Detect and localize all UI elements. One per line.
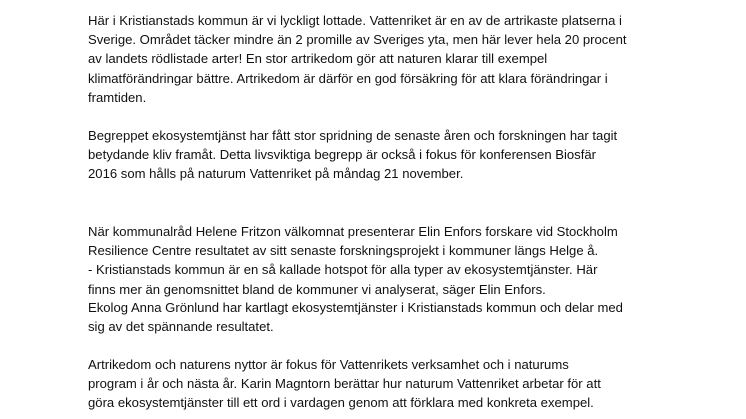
text-line: Sverige. Området täcker mindre än 2 promille av Sveriges yta, men här lever hela 20 procent [88, 32, 627, 48]
text-line: Begreppet ekosystemtjänst har fått stor spridning de senaste åren och forskningen har tagit [88, 128, 618, 143]
text-line: 2016 som hålls på naturum Vattenriket på måndag 21 november. [88, 166, 464, 182]
paragraph-naturum-program [88, 355, 688, 413]
paragraph-ecologist [88, 298, 688, 336]
text-line: klimatförändringar bättre. Artrikedom är därför en god försäkring för att klara förändringar i [88, 70, 608, 86]
paragraph-ecosystem-services [88, 126, 688, 184]
text-line: finns mer än genomsnittet bland de kommuner vi analyserat, säger Elin Enfors. [88, 281, 546, 297]
text-line: betydande kliv framåt. Detta livsviktiga begrepp är också i fokus för konferensen Biosfär [88, 147, 596, 163]
text-line: Resilience Centre resultatet av sitt senaste forskningsprojekt i kommuner längs Helge å. [88, 243, 599, 259]
paragraph-speakers [88, 222, 688, 299]
text-line: av landets rödlistade arter! En stor artrikedom gör att naturen klarar till exempel [88, 51, 548, 67]
text-line: program i år och nästa år. Karin Magntorn berättar hur naturum Vattenriket arbetar för att [88, 376, 601, 392]
text-line: När kommunalråd Helene Fritzon välkomnat presenterar Elin Enfors forskare vid Stockholm [88, 224, 618, 239]
paragraph-intro [88, 11, 688, 107]
text-line: framtiden. [88, 89, 147, 105]
text-line: Ekolog Anna Grönlund har kartlagt ekosystemtjänster i Kristianstads kommun och delar med [88, 300, 623, 315]
text-line: Här i Kristianstads kommun är vi lyckligt lottade. Vattenriket är en av de artrikaste platserna i [88, 13, 622, 28]
text-line: Artrikedom och naturens nyttor är fokus för Vattenrikets verksamhet och i naturums [88, 357, 569, 372]
text-line: göra ekosystemtjänster till ett ord i vardagen genom att förklara med konkreta exempel. [88, 395, 594, 411]
text-line: sig av det spännande resultatet. [88, 319, 274, 335]
text-line: - Kristianstads kommun är en så kallade hotspot för alla typer av ekosystemtjänster. Här [88, 262, 598, 278]
